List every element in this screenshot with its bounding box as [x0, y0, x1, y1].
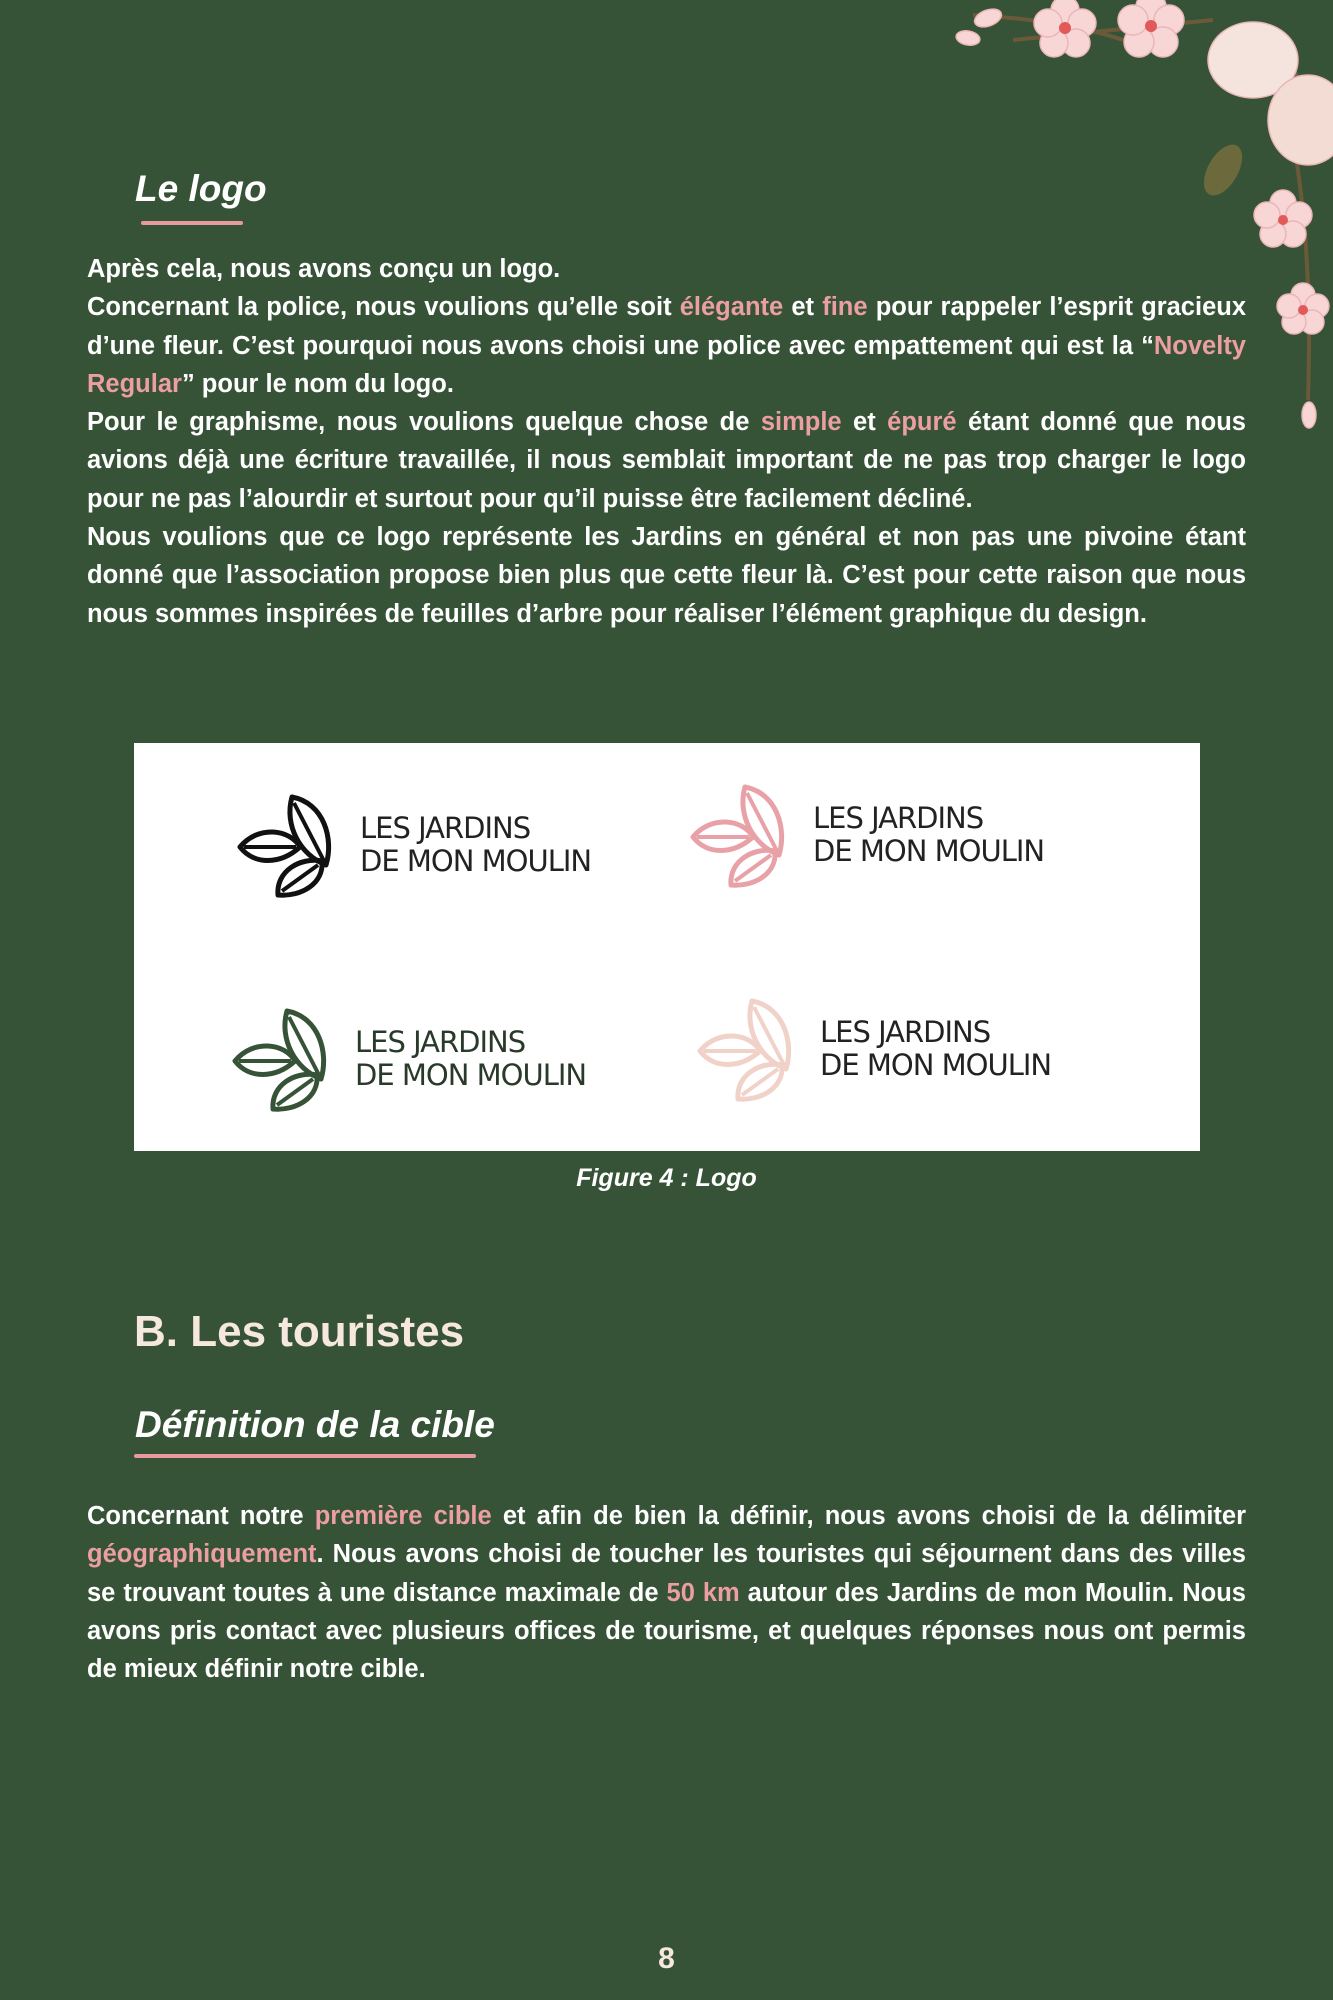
page-number: 8: [658, 1942, 675, 1975]
logo-description: [87, 250, 1246, 633]
body-text: Concernant notre: [87, 1502, 315, 1530]
leaf-logo-icon: [234, 789, 346, 901]
logo-wordmark: [813, 802, 1044, 868]
leaf-logo-icon: [687, 779, 799, 891]
logo-line-1: LES JARDINS: [813, 801, 984, 835]
paragraph: [87, 288, 1246, 403]
logo-wordmark: [820, 1016, 1051, 1082]
highlight-text: épuré: [887, 408, 957, 437]
logo-variant-beige: [694, 993, 1051, 1105]
paragraph: [87, 403, 1246, 518]
highlight-text: 50 km: [666, 1578, 740, 1607]
body-text: pour rappeler l’esprit gracieux d’une fleur. C’est pourquoi nous avons choisi une police avec empattement qui est la “: [87, 293, 1247, 360]
paragraph: [87, 518, 1246, 633]
body-text: Concernant la police, nous voulions qu’elle soit: [87, 293, 680, 322]
body-text: Pour le graphisme, nous voulions quelque chose de: [87, 408, 761, 437]
figure-caption: Figure 4 : Logo: [576, 1164, 757, 1192]
section-title-logo: Le logo: [135, 168, 267, 209]
highlight-text: Novelty Regular: [87, 331, 1246, 398]
leaf-logo-icon: [229, 1003, 341, 1115]
logo-line-1: LES JARDINS: [820, 1015, 991, 1049]
highlight-text: première cible: [314, 1502, 492, 1530]
logo-variant-black: [234, 789, 591, 901]
logo-line-1: LES JARDINS: [360, 811, 531, 845]
title-underline: [134, 1454, 476, 1458]
body-text: et afin de bien la définir, nous avons choisi de la délimiter: [491, 1502, 1247, 1530]
logo-line-2: DE MON MOULIN: [355, 1058, 587, 1092]
target-description: [87, 1497, 1246, 1688]
body-text: autour des Jardins de mon Moulin. Nous avons pris contact avec plusieurs offices de tourisme, et quelques réponses nous ont permis de mieux définir notre cible.: [87, 1578, 1246, 1684]
logo-line-1: LES JARDINS: [355, 1025, 526, 1059]
body-text: étant donné que nous avions déjà une écriture travaillée, il nous semblait important de ne pas trop charger le logo pour ne pas l’alourdir et surtout pour qu’il puisse être facilement décliné.: [87, 408, 1246, 513]
section-heading-tourists: B. Les touristes: [134, 1307, 465, 1356]
logo-figure: [134, 743, 1200, 1151]
logo-line-2: DE MON MOULIN: [820, 1048, 1052, 1082]
title-underline: [141, 221, 243, 225]
paragraph: [87, 250, 1246, 288]
section-title-target: Définition de la cible: [135, 1404, 495, 1445]
body-text: et: [783, 293, 823, 322]
highlight-text: simple: [760, 408, 842, 437]
highlight-text: élégante: [679, 293, 784, 322]
logo-line-2: DE MON MOULIN: [813, 834, 1045, 868]
logo-variant-green: [229, 1003, 586, 1115]
logo-wordmark: [360, 812, 591, 878]
leaf-logo-icon: [694, 993, 806, 1105]
highlight-text: fine: [822, 293, 868, 322]
logo-variant-pink: [687, 779, 1044, 891]
logo-wordmark: [355, 1026, 586, 1092]
highlight-text: géographiquement: [87, 1540, 317, 1569]
body-text: ” pour le nom du logo.: [181, 369, 454, 398]
paragraph: [87, 1497, 1246, 1688]
logo-line-2: DE MON MOULIN: [360, 844, 592, 878]
body-text: Après cela, nous avons conçu un logo.: [87, 255, 561, 283]
body-text: et: [841, 408, 888, 437]
body-text: . Nous avons choisi de toucher les touristes qui séjournent dans des villes se trouvant toutes à une distance maximale de: [87, 1540, 1246, 1607]
body-text: Nous voulions que ce logo représente les Jardins en général et non pas une pivoine étant donné que l’association propose bien plus que cette fleur là. C’est pour cette raison que nous nous sommes inspirées de feuilles d’arbre pour réaliser l’élément graphique du design.: [87, 523, 1246, 628]
